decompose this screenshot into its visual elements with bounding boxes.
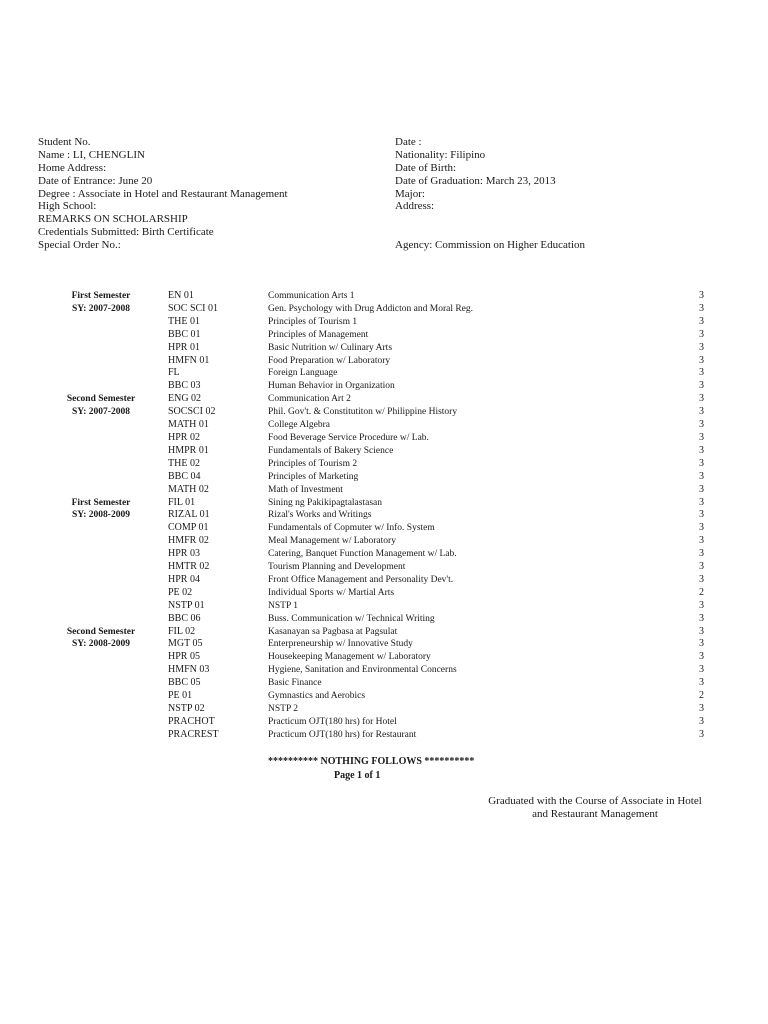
course-code: PE 01 [168, 690, 193, 702]
course-row [40, 574, 720, 587]
course-code: HPR 01 [168, 341, 200, 353]
course-title: Practicum OJT(180 hrs) for Hotel [268, 716, 397, 727]
course-units: 3 [699, 470, 704, 482]
course-code: HPR 04 [168, 573, 200, 585]
course-units: 2 [699, 586, 704, 598]
course-title: NSTP 1 [268, 600, 299, 611]
header-right-field-label: Nationality: [395, 148, 448, 161]
course-list [40, 290, 720, 742]
course-code: MATH 02 [168, 483, 209, 495]
course-units: 3 [699, 677, 704, 689]
header-right-field-label: Date : [395, 136, 422, 148]
course-row [40, 638, 720, 651]
course-title: Foreign Language [268, 368, 338, 379]
course-code: ENG 02 [168, 393, 202, 405]
course-code: MATH 01 [168, 419, 209, 431]
course-code: FIL 02 [168, 625, 196, 637]
semester-label: Second Semester [66, 626, 136, 637]
course-row [40, 497, 720, 510]
course-units: 3 [699, 612, 704, 624]
course-code: FL [168, 367, 180, 379]
header-right-field-label: Address: [395, 200, 435, 213]
course-title: Food Beverage Service Procedure w/ Lab. [268, 432, 429, 443]
course-code: HPR 02 [168, 431, 200, 443]
course-row [40, 303, 720, 316]
course-units: 3 [699, 522, 704, 534]
course-units: 3 [699, 328, 704, 340]
course-row [40, 316, 720, 329]
course-title: Kasanayan sa Pagbasa at Pagsulat [268, 626, 398, 637]
course-row [40, 329, 720, 342]
header-left-field [38, 175, 288, 188]
course-title: Principles of Tourism 2 [268, 458, 358, 469]
semester-label: First Semester [71, 497, 131, 508]
course-title: Principles of Marketing [268, 471, 359, 482]
header-right [395, 136, 585, 252]
course-title: Gen. Psychology with Drug Addicton and Moral Reg. [268, 303, 474, 314]
course-units: 3 [699, 509, 704, 521]
semester-label: Second Semester [66, 394, 136, 405]
header-left-field [38, 162, 288, 175]
header-right-field-label: Date of Graduation: [395, 174, 483, 187]
course-title: Food Preparation w/ Laboratory [268, 355, 391, 366]
course-row [40, 432, 720, 445]
header-right-field-label: Date of Birth: [395, 161, 457, 174]
header-right-field [395, 149, 585, 162]
graduation-note [430, 795, 760, 821]
course-units: 3 [699, 728, 704, 740]
header-right-field [395, 136, 585, 149]
course-code: HMPR 01 [168, 444, 209, 456]
header-left-field-label: Credentials Submitted: [38, 226, 140, 239]
header-left [38, 136, 288, 252]
course-units: 3 [699, 315, 704, 327]
course-row [40, 703, 720, 716]
course-units: 3 [699, 444, 704, 456]
course-units: 3 [699, 290, 704, 301]
course-code: BBC 03 [168, 380, 201, 392]
course-units: 3 [699, 625, 704, 637]
course-title: Principles of Management [268, 329, 369, 340]
course-code: HPR 03 [168, 548, 200, 560]
header-left-field-label: Special Order No.: [38, 239, 121, 252]
course-code: NSTP 01 [168, 599, 205, 611]
course-title: Sining ng Pakikipagtalastasan [268, 497, 382, 508]
course-row [40, 355, 720, 368]
course-code: HMFN 03 [168, 664, 210, 676]
header-left-field [38, 200, 288, 213]
header-left-field-value: LI, CHENGLIN [72, 148, 145, 161]
course-row [40, 600, 720, 613]
course-units: 3 [699, 367, 704, 379]
course-code: PRACHOT [168, 715, 215, 727]
course-row [40, 677, 720, 690]
course-code: EN 01 [168, 290, 194, 301]
course-title: College Algebra [268, 420, 330, 431]
course-units: 3 [699, 354, 704, 366]
graduation-note-line1: Graduated with the Course of Associate in Hotel [488, 795, 702, 807]
course-code: HMTR 02 [168, 561, 210, 573]
course-title: Fundamentals of Bakery Science [268, 445, 394, 456]
course-title: Basic Finance [268, 678, 322, 689]
course-code: RIZAL 01 [168, 509, 210, 521]
course-units: 3 [699, 573, 704, 585]
header-left-field-label: Degree : [38, 187, 76, 200]
course-units: 3 [699, 483, 704, 495]
course-units: 3 [699, 380, 704, 392]
header-left-field-label: High School: [38, 200, 97, 213]
header-right-field-label: Agency: [395, 239, 433, 252]
header-right-field [395, 162, 585, 175]
header-left-field [38, 136, 288, 149]
header-left-field-label: Date of Entrance: [38, 174, 116, 187]
course-title: Gymnastics and Aerobics [268, 691, 366, 702]
course-title: Human Behavior in Organization [268, 381, 395, 392]
course-row [40, 393, 720, 406]
course-title: Meal Management w/ Laboratory [268, 536, 396, 547]
course-row [40, 471, 720, 484]
course-row [40, 626, 720, 639]
semester-label: SY: 2008-2009 [72, 510, 130, 521]
header-right-field [395, 175, 585, 188]
course-code: HMFN 01 [168, 354, 210, 366]
course-row [40, 445, 720, 458]
course-title: Catering, Banquet Function Management w/ Lab. [268, 549, 457, 560]
course-code: MGT 05 [168, 638, 203, 650]
course-units: 3 [699, 664, 704, 676]
course-units: 3 [699, 651, 704, 663]
course-title: Communication Art 2 [268, 394, 351, 405]
course-units: 3 [699, 548, 704, 560]
header-left-field-value: June 20 [118, 174, 153, 187]
header-right-field [395, 200, 585, 213]
course-row [40, 548, 720, 561]
course-code: BBC 06 [168, 612, 201, 624]
course-code: BBC 04 [168, 470, 201, 482]
course-title: Tourism Planning and Development [268, 562, 406, 573]
header-left-field [38, 213, 288, 226]
course-title: Math of Investment [268, 484, 343, 495]
course-title: Enterpreneurship w/ Innovative Study [268, 639, 413, 650]
header-left-field [38, 188, 288, 201]
semester-label: SY: 2008-2009 [72, 639, 130, 650]
course-title: Housekeeping Management w/ Laboratory [268, 652, 431, 663]
course-code: FIL 01 [168, 496, 196, 508]
course-title: Practicum OJT(180 hrs) for Restaurant [268, 729, 417, 740]
course-row [40, 729, 720, 742]
header-left-field-label: Name : [38, 148, 71, 161]
course-title: Front Office Management and Personality Dev't. [268, 574, 454, 585]
course-code: PE 02 [168, 586, 193, 598]
course-units: 3 [699, 535, 704, 547]
course-units: 3 [699, 406, 704, 418]
course-title: Basic Nutrition w/ Culinary Arts [268, 342, 393, 353]
course-title: Hygiene, Sanitation and Environmental Concerns [268, 665, 457, 676]
course-code: SOC SCI 01 [168, 302, 219, 314]
course-row [40, 342, 720, 355]
course-code: SOCSCI 02 [168, 406, 216, 418]
course-code: PRACREST [168, 728, 219, 740]
course-row [40, 690, 720, 703]
course-code: HPR 05 [168, 651, 200, 663]
course-units: 3 [699, 599, 704, 611]
course-units: 3 [699, 638, 704, 650]
header-right-field-value: Filipino [450, 148, 486, 161]
course-title: Rizal's Works and Writings [268, 510, 372, 521]
page-number: Page 1 of 1 [334, 770, 381, 781]
course-title: Principles of Tourism 1 [268, 316, 358, 327]
course-row [40, 522, 720, 535]
course-units: 3 [699, 561, 704, 573]
header-left-field-label: REMARKS ON SCHOLARSHIP [38, 213, 188, 226]
course-units: 3 [699, 419, 704, 431]
semester-label: SY: 2007-2008 [72, 407, 130, 418]
course-row [40, 367, 720, 380]
header-left-field-value: Associate in Hotel and Restaurant Management [77, 187, 288, 200]
header-left-field [38, 226, 288, 239]
course-row [40, 380, 720, 393]
header-left-field [38, 239, 288, 252]
course-row [40, 561, 720, 574]
course-units: 3 [699, 703, 704, 714]
course-title: Fundamentals of Copmuter w/ Info. System [268, 523, 435, 534]
semester-label: First Semester [71, 291, 131, 301]
header-left-field-value: Birth Certificate [141, 226, 214, 239]
course-units: 3 [699, 715, 704, 727]
graduation-note-line2: and Restaurant Management [532, 808, 658, 820]
header-left-field-label: Student No. [38, 136, 91, 148]
course-row [40, 458, 720, 471]
semester-label: SY: 2007-2008 [72, 303, 130, 314]
course-row [40, 484, 720, 497]
header-right-field [395, 188, 585, 201]
course-units: 2 [699, 690, 704, 702]
course-title: Communication Arts 1 [268, 291, 355, 301]
course-row [40, 535, 720, 548]
course-row [40, 587, 720, 600]
course-row [40, 419, 720, 432]
course-row [40, 651, 720, 664]
course-code: THE 01 [168, 315, 200, 327]
course-units: 3 [699, 431, 704, 443]
course-code: BBC 05 [168, 677, 201, 689]
course-units: 3 [699, 496, 704, 508]
course-code: NSTP 02 [168, 703, 205, 714]
course-units: 3 [699, 457, 704, 469]
course-code: BBC 01 [168, 328, 201, 340]
course-row [40, 290, 720, 303]
course-row [40, 716, 720, 729]
course-units: 3 [699, 393, 704, 405]
header-left-field [38, 149, 288, 162]
header-left-field-label: Home Address: [38, 161, 107, 174]
course-title: Buss. Communication w/ Technical Writing [268, 613, 435, 624]
header-right-field [395, 239, 585, 252]
course-code: COMP 01 [168, 522, 209, 534]
header-right-field-value: March 23, 2013 [485, 174, 556, 187]
course-title: NSTP 2 [268, 704, 299, 714]
course-row [40, 664, 720, 677]
nothing-follows-text: ********** NOTHING FOLLOWS ********** [268, 756, 475, 767]
header-right-field [395, 226, 585, 239]
header-right-field-value: Commission on Higher Education [435, 239, 586, 252]
course-code: HMFR 02 [168, 535, 209, 547]
course-title: Individual Sports w/ Martial Arts [268, 587, 395, 598]
header-right-field [395, 213, 585, 226]
course-row [40, 406, 720, 419]
course-units: 3 [699, 341, 704, 353]
header-right-field-label: Major: [395, 187, 425, 200]
course-row [40, 613, 720, 626]
course-title: Phil. Gov't. & Constitutiton w/ Philippine History [268, 407, 458, 418]
course-code: THE 02 [168, 457, 200, 469]
course-row [40, 509, 720, 522]
course-units: 3 [699, 302, 704, 314]
